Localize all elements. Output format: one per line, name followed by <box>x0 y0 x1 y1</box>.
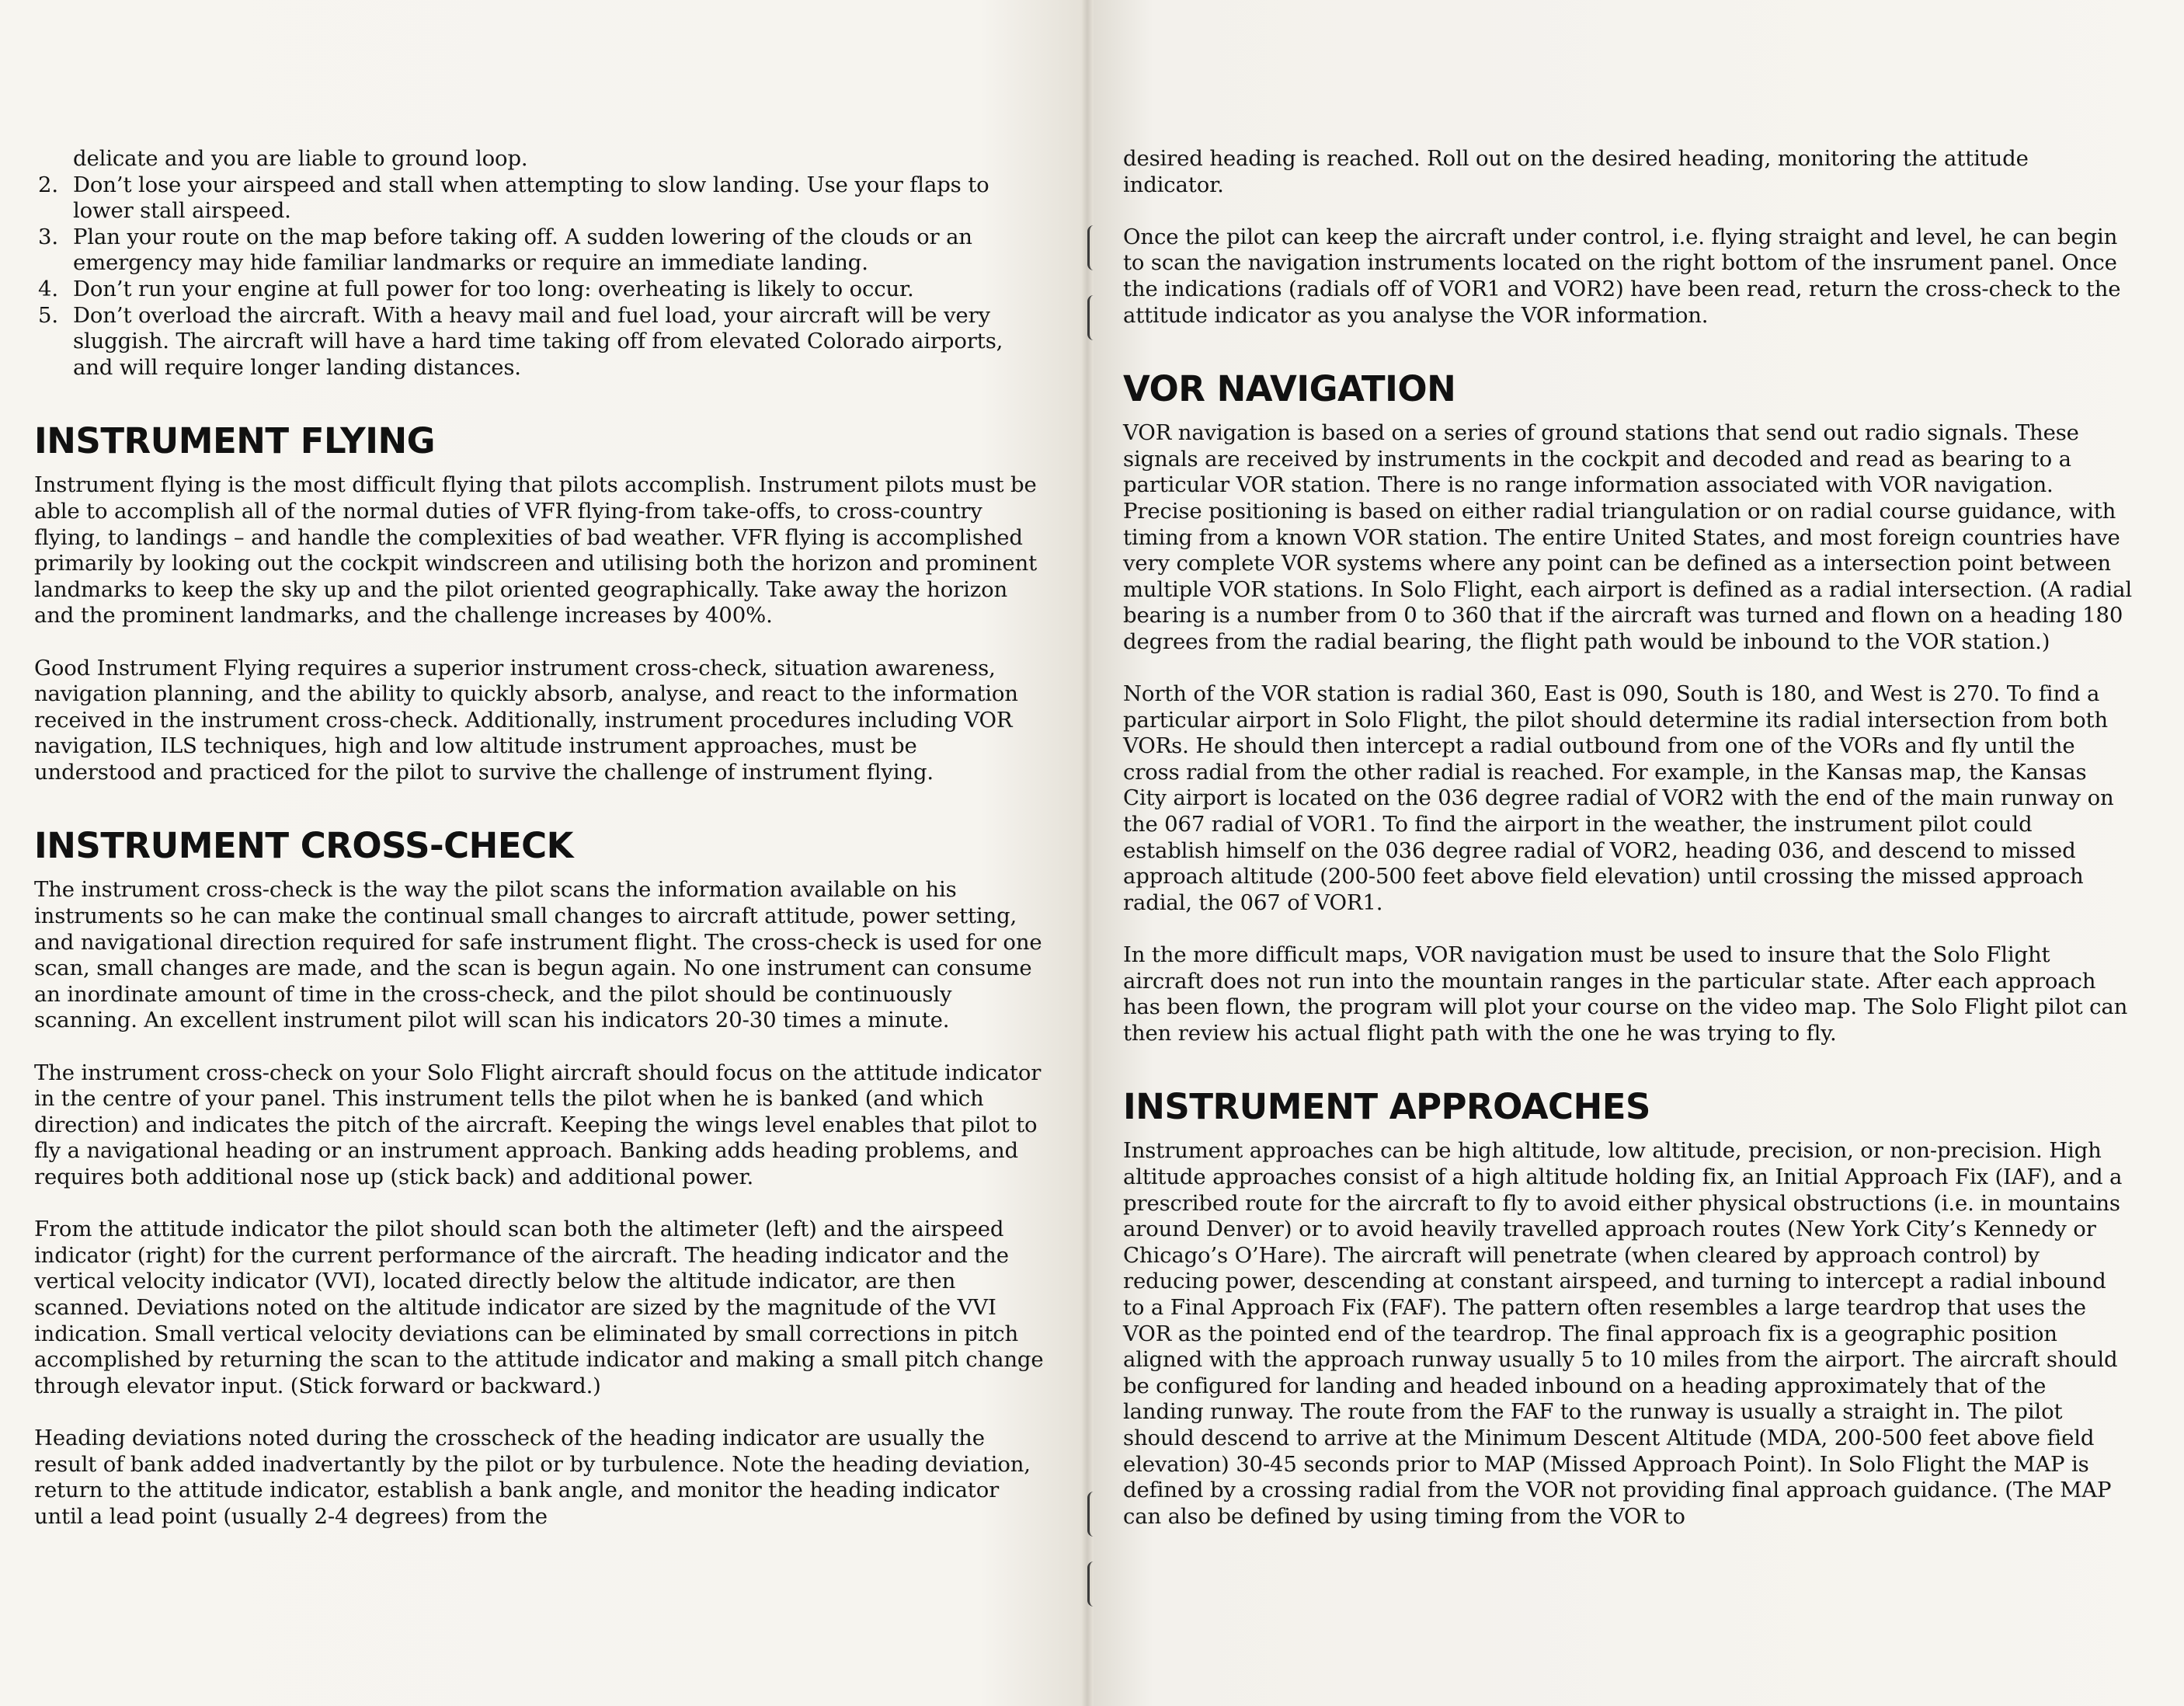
list-item: 3. Plan your route on the map before taking off. A sudden lowering of the clouds or an emergency may hide familiar landmarks or require an immediate landing. <box>38 224 972 276</box>
heading-instrument-approaches: INSTRUMENT APPROACHES <box>1123 1086 1650 1128</box>
paragraph: desired heading is reached. Roll out on the desired heading, monitoring the attitude indicator. <box>1123 146 2029 197</box>
heading-instrument-flying: INSTRUMENT FLYING <box>34 420 436 462</box>
paragraph: VOR navigation is based on a series of ground stations that send out radio signals. These signals are received by instruments in the cockpit and decoded and read as bearing to a particular VOR station. There is no range information associated with VOR navigation. Precise positioning is based on either radial triangulation or on radial course guidance, with timing from a known VOR station. The entire United States, and most foreign countries have very complete VOR systems where any point can be defined as a intersection point between multiple VOR stations. In Solo Flight, each airport is defined as a radial intersection. (A radial bearing is a number from 0 to 360 that if the aircraft was turned and flown on a heading 180 degrees from the radial bearing, the flight path would be inbound to the VOR station.) <box>1123 420 2132 654</box>
list-item-text: Don’t overload the aircraft. With a heavy mail and fuel load, your aircraft will be very sluggish. The aircraft will have a hard time taking off from elevated Colorado airports, and will require longer landing distances. <box>73 302 1003 380</box>
left-column <box>34 146 1044 1530</box>
paragraph: Instrument flying is the most difficult flying that pilots accomplish. Instrument pilots must be able to accomplish all of the normal duties of VFR flying-from take-offs, to cross-country flying, to landings – and handle the complexities of bad weather. VFR flying is accomplished primarily by looking out the cockpit windscreen and utilising both the horizon and prominent landmarks to keep the sky up and the pilot oriented geographically. Take away the horizon and the prominent landmarks, and the challenge increases by 400%. <box>34 472 1037 628</box>
paragraph: Once the pilot can keep the aircraft under control, i.e. flying straight and level, he can begin to scan the navigation instruments located on the right bottom of the insrument panel. Once the indications (radials off of VOR1 and VOR2) have been read, return the cross-check to the attitude indicator as you analyse the VOR information. <box>1123 224 2121 328</box>
paragraph: Good Instrument Flying requires a superior instrument cross-check, situation awareness, navigation planning, and the ability to quickly absorb, analyse, and react to the information received in the instrument cross-check. Additionally, instrument procedures including VOR navigation, ILS techniques, high and low altitude instrument approaches, must be understood and practiced for the pilot to survive the challenge of instrument flying. <box>34 655 1018 785</box>
staple <box>1087 225 1094 270</box>
paragraph: The instrument cross-check on your Solo Flight aircraft should focus on the attitude indicator in the centre of your panel. This instrument tells the pilot when he is banked (and which direction) and indicates the pitch of the aircraft. Keeping the wings level enables that pilot to fly a navigational heading or an instrument approach. Banking adds heading problems, and requires both additional nose up (stick back) and additional power. <box>34 1060 1042 1189</box>
paragraph: North of the VOR station is radial 360, East is 090, South is 180, and West is 270. To find a particular airport in Solo Flight, the pilot should determine its radial intersection from both VORs. He should then intercept a radial outbound from one of the VORs and fly until the cross radial from the other radial is reached. For example, in the Kansas map, the Kansas City airport is located on the 036 degree radial of VOR2 with the end of the main runway on the 067 radial of VOR1. To find the airport in the weather, the instrument pilot could establish himself on the 036 degree radial of VOR2, heading 036, and descend to missed approach altitude (200-500 feet above field elevation) until crossing the missed approach radial, the 067 of VOR1. <box>1123 681 2114 915</box>
paragraph: The instrument cross-check is the way the pilot scans the information available on his instruments so he can make the continual small changes to aircraft attitude, power setting, and navigational direction required for safe instrument flight. The cross-check is used for one scan, small changes are made, and the scan is begun again. No one instrument can consume an inordinate amount of time in the cross-check, and the pilot should be continuously scanning. An excellent instrument pilot will scan his indicators 20-30 times a minute. <box>34 877 1042 1033</box>
staple <box>1087 1562 1094 1607</box>
caution-list-continuation <box>34 146 1044 381</box>
list-item-text: Don’t lose your airspeed and stall when attempting to slow landing. Use your flaps to lower stall airspeed. <box>73 172 989 224</box>
staple <box>1087 1492 1094 1537</box>
list-item <box>34 146 1044 172</box>
list-item-text: delicate and you are liable to ground loop. <box>73 146 528 171</box>
paragraph: From the attitude indicator the pilot should scan both the altimeter (left) and the airspeed indicator (right) for the current performance of the aircraft. The heading indicator and the vertical velocity indicator (VVI), located directly below the altitude indicator, are then scanned. Deviations noted on the altitude indicator are sized by the magnitude of the VVI indication. Small vertical velocity deviations can be eliminated by small corrections in pitch accomplished by returning the scan to the attitude indicator and making a small pitch change through elevator input. (Stick forward or backward.) <box>34 1217 1044 1398</box>
paragraph: Heading deviations noted during the crosscheck of the heading indicator are usually the result of bank added inadvertantly by the pilot or by turbulence. Note the heading deviation, return to the attitude indicator, establish a bank angle, and monitor the heading indicator until a lead point (usually 2-4 degrees) from the <box>34 1425 1031 1529</box>
right-column <box>1123 146 2133 1530</box>
paragraph: Instrument approaches can be high altitude, low altitude, precision, or non-precision. High altitude approaches consist of a high altitude holding fix, an Initial Approach Fix (IAF), and a prescribed route for the aircraft to fly to avoid either physical obstructions (i.e. in mountains around Denver) or to avoid heavily travelled approach routes (New York City’s Kennedy or Chicago’s O’Hare). The aircraft will penetrate (when cleared by approach control) by reducing power, descending at constant airspeed, and turning to intercept a radial inbound to a Final Approach Fix (FAF). The pattern often resembles a large teardrop that uses the VOR as the pointed end of the teardrop. The final approach fix is a geographic position aligned with the approach runway usually 5 to 10 miles from the airport. The aircraft should be configured for landing and headed inbound on a heading approximately that of the landing runway. The route from the FAF to the runway is usually a straight in. The pilot should descend to arrive at the Minimum Descent Altitude (MDA, 200-500 feet above field elevation) 30-45 seconds prior to MAP (Missed Approach Point). In Solo Flight the MAP is defined by a crossing radial from the VOR not providing final approach guidance. (The MAP can also be defined by using timing from the VOR to <box>1123 1138 2123 1529</box>
list-item-text: Don’t run your engine at full power for too long: overheating is likely to occur. <box>73 276 914 301</box>
staple <box>1087 295 1094 340</box>
list-item-text: Plan your route on the map before taking off. A sudden lowering of the clouds or an emergency may hide familiar landmarks or require an immediate landing. <box>73 224 972 276</box>
heading-vor-navigation: VOR NAVIGATION <box>1123 368 1456 410</box>
list-item: 5. Don’t overload the aircraft. With a heavy mail and fuel load, your aircraft will be very sluggish. The aircraft will have a hard time taking off from elevated Colorado airports, and will require longer landing distances. <box>38 302 1003 380</box>
heading-instrument-cross-check: INSTRUMENT CROSS-CHECK <box>34 825 573 867</box>
list-item: 2. Don’t lose your airspeed and stall when attempting to slow landing. Use your flaps to lower stall airspeed. <box>38 172 989 224</box>
list-item: 4. Don’t run your engine at full power for too long: overheating is likely to occur. <box>38 276 914 301</box>
paragraph: In the more difficult maps, VOR navigation must be used to insure that the Solo Flight aircraft does not run into the mountain ranges in the particular state. After each approach has been flown, the program will plot your course on the video map. The Solo Flight pilot can then review his actual flight path with the one he was trying to fly. <box>1123 942 2128 1046</box>
